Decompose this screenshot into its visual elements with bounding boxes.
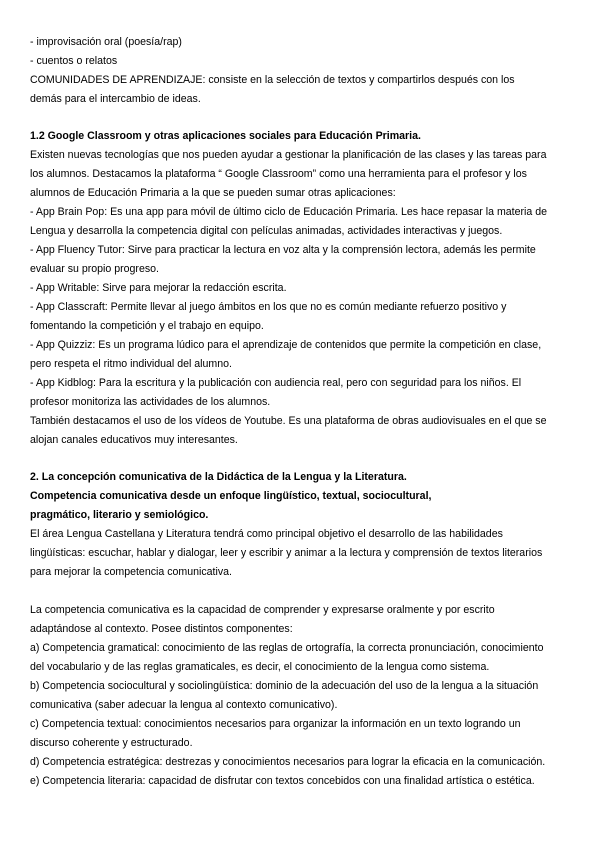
text-line: alumnos de Educación Primaria a la que se pueden sumar otras aplicaciones: xyxy=(30,187,396,199)
text-line: adaptándose al contexto. Posee distintos componentes: xyxy=(30,623,293,635)
section-subheading: pragmático, literario y semiológico. xyxy=(30,509,209,521)
section-heading: 2. La concepción comunicativa de la Didáctica de la Lengua y la Literatura. xyxy=(30,471,407,483)
text-line: fomentando la competición y el trabajo en equipo. xyxy=(30,320,264,332)
text-line: COMUNIDADES DE APRENDIZAJE: consiste en la selección de textos y compartirlos después con los xyxy=(30,74,515,86)
text-line: evaluar su propio progreso. xyxy=(30,263,159,275)
text-line: c) Competencia textual: conocimientos necesarios para organizar la información en un texto logrando un xyxy=(30,718,521,730)
text-line: - App Brain Pop: Es una app para móvil de último ciclo de Educación Primaria. Les hace repasar la materia de xyxy=(30,206,548,218)
text-line: lingüísticas: escuchar, hablar y dialogar, leer y escribir y animar a la lectura y comprensión de textos literarios xyxy=(30,547,543,559)
text-line: - App Fluency Tutor: Sirve para practicar la lectura en voz alta y la comprensión lectora, además les permite xyxy=(30,244,536,256)
text-line: - App Quizziz: Es un programa lúdico para el aprendizaje de contenidos que permite la competición en clase, xyxy=(30,339,542,351)
text-line: La competencia comunicativa es la capacidad de comprender y expresarse oralmente y por escrito xyxy=(30,604,495,616)
text-line: - improvisación oral (poesía/rap) xyxy=(30,36,182,48)
text-line: Lengua y desarrolla la competencia digital con películas animadas, actividades interactivas y juegos. xyxy=(30,225,503,237)
text-line: - cuentos o relatos xyxy=(30,55,118,67)
text-line: a) Competencia gramatical: conocimiento de las reglas de ortografía, la correcta pronunciación, conocimiento xyxy=(30,642,544,654)
text-line: d) Competencia estratégica: destrezas y conocimientos necesarios para lograr la eficacia en la comunicación. xyxy=(30,756,546,768)
text-line: pero respeta el ritmo individual del alumno. xyxy=(30,358,232,370)
text-line: Existen nuevas tecnologías que nos pueden ayudar a gestionar la planificación de las clases y las tareas para xyxy=(30,149,547,161)
text-line: los alumnos. Destacamos la plataforma “ Google Classroom” como una herramienta para el profesor y los xyxy=(30,168,527,180)
text-line: demás para el intercambio de ideas. xyxy=(30,93,201,105)
text-line: comunicativa (saber adecuar la lengua al contexto comunicativo). xyxy=(30,699,338,711)
section-heading: 1.2 Google Classroom y otras aplicaciones sociales para Educación Primaria. xyxy=(30,130,421,142)
text-line: alojan canales educativos muy interesantes. xyxy=(30,434,238,446)
text-line: para mejorar la competencia comunicativa. xyxy=(30,566,232,578)
text-line: del vocabulario y de las reglas gramaticales, es decir, el conocimiento de la lengua como sistema. xyxy=(30,661,490,673)
text-line: - App Kidblog: Para la escritura y la publicación con audiencia real, pero con seguridad para los niños. El xyxy=(30,377,522,389)
text-line: - App Classcraft: Permite llevar al juego ámbitos en los que no es común mediante refuerzo positivo y xyxy=(30,301,507,313)
text-line: b) Competencia sociocultural y sociolingüística: dominio de la adecuación del uso de la lengua a la situación xyxy=(30,680,539,692)
text-line: discurso coherente y estructurado. xyxy=(30,737,193,749)
text-line: profesor monitoriza las actividades de los alumnos. xyxy=(30,396,271,408)
section-subheading: Competencia comunicativa desde un enfoque lingüístico, textual, sociocultural, xyxy=(30,490,432,502)
text-line: También destacamos el uso de los vídeos de Youtube. Es una plataforma de obras audiovisuales en el que se xyxy=(30,415,547,427)
text-line: e) Competencia literaria: capacidad de disfrutar con textos concebidos con una finalidad artística o estética. xyxy=(30,775,535,787)
text-line: - App Writable: Sirve para mejorar la redacción escrita. xyxy=(30,282,287,294)
text-line: El área Lengua Castellana y Literatura tendrá como principal objetivo el desarrollo de las habilidades xyxy=(30,528,503,540)
